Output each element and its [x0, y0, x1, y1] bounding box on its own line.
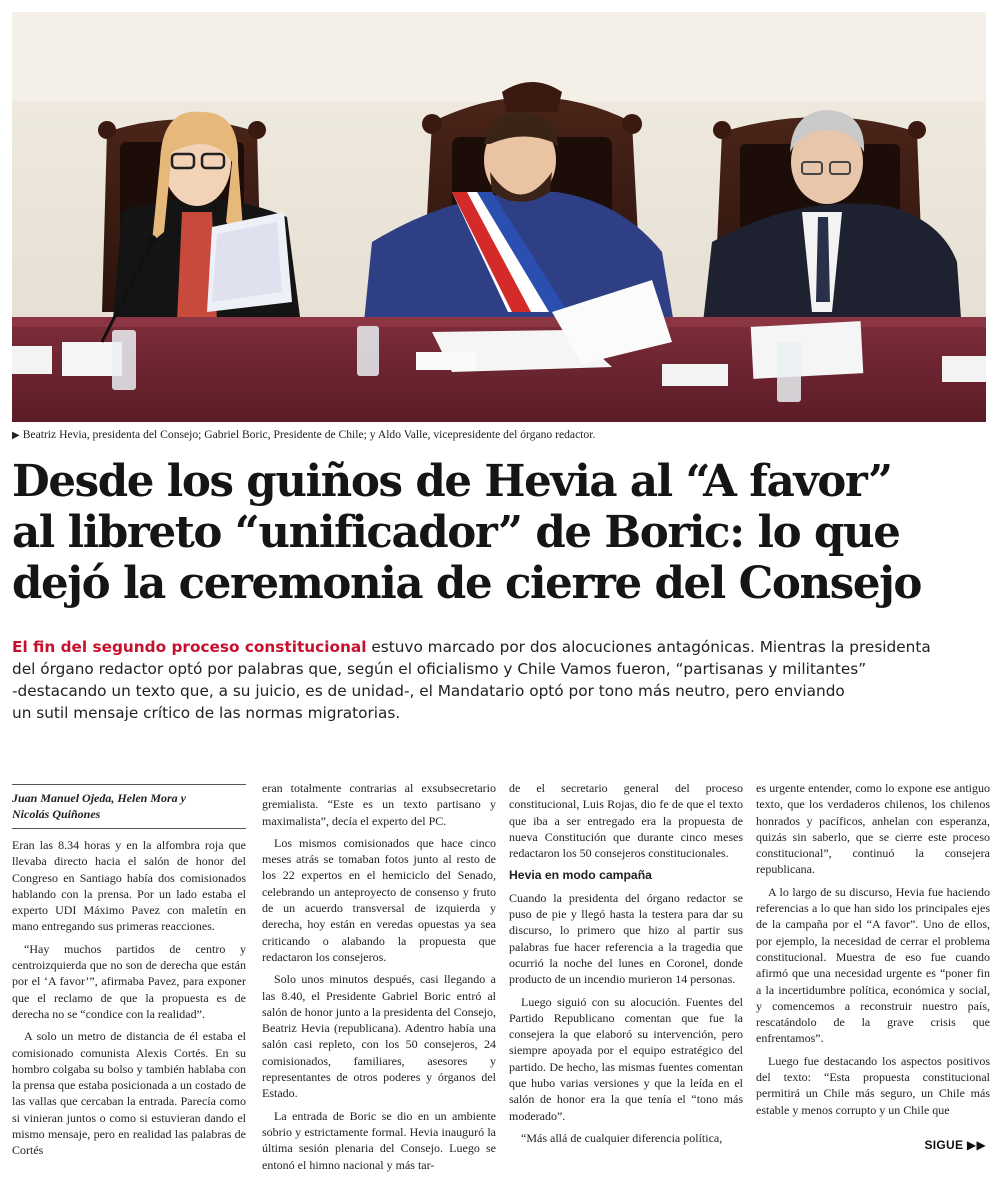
section-subhead: Hevia en modo campaña: [509, 868, 652, 883]
headline: [12, 456, 992, 609]
body-paragraph: Luego siguió con su alocución. Fuentes del Partido Republicano comentan que fue la consejera la que elaboró su intervención, pero siempre apoyada por el equipo estratégico del partido. De hecho, las mismas fuentes comentan que hubo varias versiones y que la leída en el salón de honor era la que tenía el “tono más moderado”.: [509, 994, 743, 1123]
byline: [12, 790, 246, 822]
ceremony-photo-illustration: [12, 12, 986, 422]
lead-paragraph: [12, 636, 987, 724]
photo-caption: [12, 428, 992, 443]
article-column-4: [756, 780, 990, 1124]
caption-text: Beatriz Hevia, presidenta del Consejo; Gabriel Boric, Presidente de Chile; y Aldo Valle, vicepresidente del órgano redactor.: [22, 428, 596, 441]
lead-text: estuvo marcado por dos alocuciones antagónicas. Mientras la presidenta: [366, 638, 931, 656]
body-paragraph: A lo largo de su discurso, Hevia fue haciendo referencias a lo que han sido los principales ejes de la campaña por el “A favor”. Uno de ellos, por ejemplo, la necesidad de cerrar el problema constitucional. Muestra de eso fue cuando afirmó que una necesidad urgente es “poner fin a la incertidumbre política, económica y social, y comencemos a reconstruir nuestro país, rescatándolo de la grave crisis que enfrentamos”.: [756, 884, 990, 1046]
body-paragraph: Eran las 8.34 horas y en la alfombra roja que llevaba directo hacia el salón de honor del Congreso en Santiago había dos comisionados hablando con la prensa. Por un lado estaba el experto UDI Máximo Pavez con maletín en mano entregando sus primeras reacciones.: [12, 838, 246, 934]
body-paragraph: Los mismos comisionados que hace cinco meses atrás se tomaban fotos junto al resto de los 22 expertos en el hemiciclo del Senado, celebrando un anteproyecto de consenso y fruto de un acuerdo transversal de izquierda y derecha, hoy están en veredas opuestas ya sea criticando o alabando la propuesta que redactaron los consejeros.: [262, 835, 496, 964]
body-paragraph: La entrada de Boric se dio en un ambiente sobrio y estrictamente formal. Hevia inauguró la última sesión plenaria del Consejo. Luego se entonó el himno nacional y más tar-: [262, 1108, 496, 1172]
headline-line: Desde los guiños de Hevia al “A favor”: [12, 456, 892, 507]
continue-link[interactable]: SIGUE ▶▶: [924, 1138, 986, 1152]
article-column-2: [262, 780, 496, 1179]
body-paragraph: Luego fue destacando los aspectos positivos del texto: “Esta propuesta constitucional permitirá un Chile más seguro, un Chile más estable y menos corrupto y un Chile que: [756, 1053, 990, 1117]
body-paragraph: es urgente entender, como lo expone ese antiguo texto, que los verdaderos chilenos, los chilenos honrados y pacíficos, anhelan con esperanza, quizás sin saberlo, que se cierre este proceso constitucional”, continuó la consejera republicana.: [756, 781, 990, 877]
byline-authors: Juan Manuel Ojeda, Helen Mora y: [12, 791, 187, 805]
caption-arrow-icon: ▶: [12, 430, 20, 441]
byline-authors: Nicolás Quiñones: [12, 807, 101, 821]
lead-photo: [12, 12, 986, 422]
divider: [12, 828, 246, 829]
body-paragraph: Cuando la presidenta del órgano redactor se puso de pie y llegó hasta la testera para dar su discurso, lo primero que hizo al partir sus palabras fue hacer referencia a la tragedia que ocurrió la noche del lunes en Coronel, donde producto de un incendio murieron 14 personas.: [509, 890, 743, 987]
body-paragraph: eran totalmente contrarias al exsubsecretario gremialista. “Este es un texto partisano y maximalista”, decía el experto del PC.: [262, 781, 496, 828]
lead-text: un sutil mensaje crítico de las normas migratorias.: [12, 704, 401, 722]
lead-text: -destacando un texto que, a su juicio, es de unidad-, el Mandatario optó por tono más neutro, pero enviando: [12, 682, 845, 700]
headline-line: al libreto “unificador” de Boric: lo que: [12, 507, 900, 558]
body-paragraph: “Hay muchos partidos de centro y centroizquierda que no son de derecha que están por el ‘A favor’”, afirmaba Pavez, para exponer que el reclamo de que la propuesta es de derecha no se “condice con la realidad”.: [12, 941, 246, 1021]
article-column-3: [509, 780, 743, 1152]
headline-line: dejó la ceremonia de cierre del Consejo: [12, 558, 922, 609]
lead-highlight: El fin del segundo proceso constitucional: [12, 638, 367, 656]
body-paragraph: de el secretario general del proceso constitucional, Luis Rojas, dio fe de que el texto que iba a ser entregado era la propuesta de nueva Constitución que durante cinco meses redactaron los 50 consejeros constitucionales.: [509, 781, 743, 861]
body-paragraph: A solo un metro de distancia de él estaba el comisionado comunista Alexis Cortés. En su hombro colgaba su bolso y también hablaba con la prensa que estaba posicionada a un costado de las vallas que cercaban la entrada. Parecía como si vinieran juntos o como si estuvieran dando el mismo mensaje, pero en realidad las palabras de Cortés: [12, 1029, 246, 1158]
body-paragraph: Solo unos minutos después, casi llegando a las 8.40, el Presidente Gabriel Boric entró al salón de honor junto a la presidenta del Consejo, Beatriz Hevia (republicana). Adentro había una salón casi repleto, con los 50 consejeros, 24 comisionados, familiares, asesores y representantes de otros poderes y órganos del Estado.: [262, 972, 496, 1101]
article-column-1: [12, 780, 246, 1165]
lead-text: del órgano redactor optó por palabras que, según el oficialismo y Chile Vamos fueron, “partisanas y militantes”: [12, 660, 867, 678]
divider: [12, 784, 246, 785]
body-paragraph: “Más allá de cualquier diferencia política,: [521, 1130, 723, 1145]
